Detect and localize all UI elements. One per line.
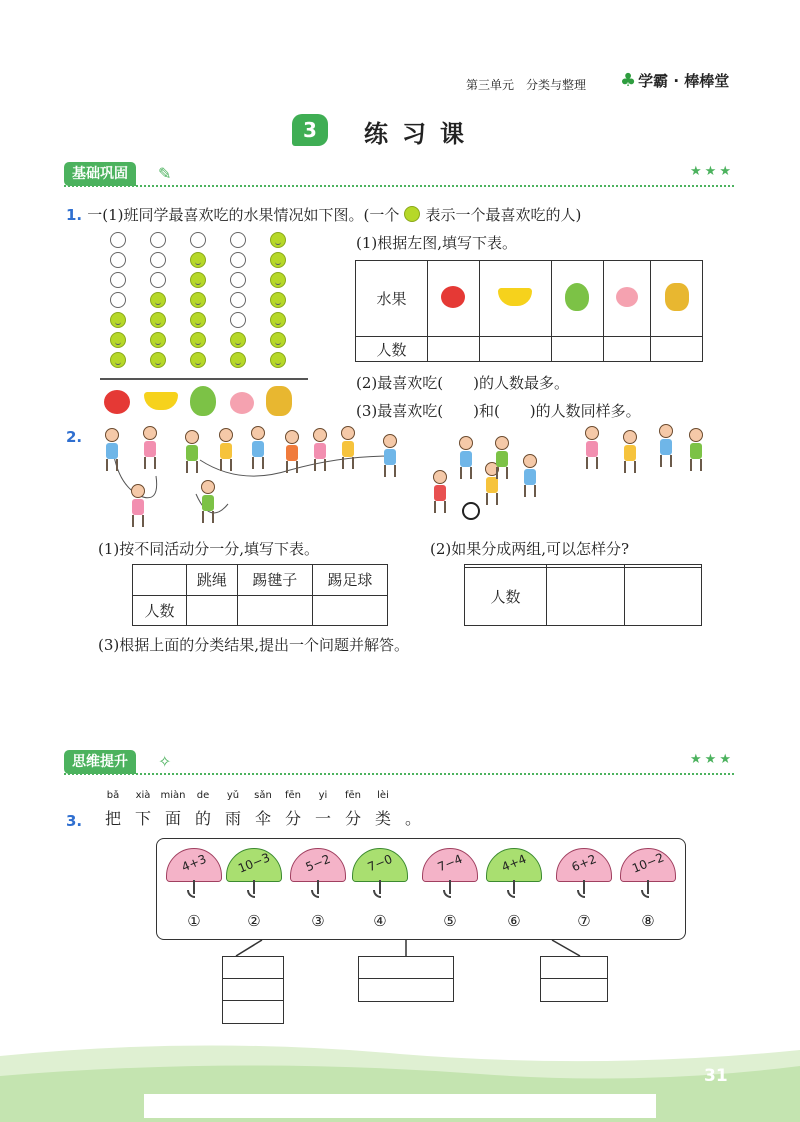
child-figure [250, 426, 266, 469]
umbrella-expression: 6+2 [569, 851, 599, 875]
banana-icon [498, 288, 532, 306]
answer-cell[interactable] [552, 337, 604, 362]
smiley-icon [230, 332, 246, 348]
smiley-icon [150, 332, 166, 348]
answer-slot[interactable] [541, 957, 607, 979]
question-2-sub2: (2)如果分成两组,可以怎样分? [430, 540, 630, 558]
fruit-row [104, 386, 304, 418]
child-figure [218, 428, 234, 471]
hanzi: 分 [344, 809, 361, 828]
question-1-prompt [66, 204, 746, 225]
connector-lines [200, 938, 620, 958]
smiley-icon [110, 352, 126, 368]
pinyin: xià [135, 790, 151, 801]
brand-logo [620, 70, 729, 91]
empty-circle [150, 272, 166, 288]
page-number: 31 [704, 1066, 728, 1086]
answer-slot[interactable] [359, 957, 453, 979]
pencil-icon: ✎ [158, 164, 172, 183]
child-figure [622, 430, 638, 473]
row-label-count: 人数 [465, 567, 547, 625]
umbrella-number: ④ [373, 912, 387, 930]
smiley-icon [270, 332, 286, 348]
ruby-char [218, 790, 248, 829]
umbrella-expression: 7−0 [365, 851, 395, 875]
question-1-sub1: (1)根据左图,填写下表。 [356, 234, 518, 252]
child-figure [522, 454, 538, 497]
lesson-title: 练习课 [364, 120, 478, 148]
section-divider [64, 773, 734, 775]
question-2-sub1: (1)按不同活动分一分,填写下表。 [98, 540, 320, 558]
fruit-cell-pineapple [651, 261, 703, 337]
question-number: 1. [66, 206, 83, 224]
row-label-fruit: 水果 [356, 261, 428, 337]
smiley-icon [150, 312, 166, 328]
ruby-char [158, 790, 188, 829]
shuttlecock-illustration [578, 420, 718, 484]
umbrella-expression: 10−3 [236, 850, 272, 876]
umbrella-hook [507, 890, 515, 898]
pinyin: bǎ [106, 790, 120, 801]
pear-icon [565, 283, 589, 311]
child-figure [658, 424, 674, 467]
hanzi: 下 [134, 809, 151, 828]
smiley-icon [270, 292, 286, 308]
umbrella-expression: 4+3 [179, 851, 209, 875]
soccer-illustration [428, 436, 558, 528]
answer-slot[interactable] [359, 979, 453, 1000]
smiley-icon [190, 272, 206, 288]
peach-icon [230, 392, 254, 414]
child-figure [688, 428, 704, 471]
ruby-char [368, 790, 398, 829]
apple-icon [104, 390, 130, 414]
ruby-char [188, 790, 218, 829]
child-figure [104, 428, 120, 471]
fruit-count-table [355, 260, 703, 362]
row-label-count: 人数 [356, 337, 428, 362]
answer-slot[interactable] [223, 957, 283, 979]
row-label-count: 人数 [133, 595, 187, 626]
answer-box-group-1 [222, 956, 284, 1024]
child-figure [458, 436, 474, 479]
smiley-icon [110, 312, 126, 328]
umbrella-3[interactable] [290, 848, 346, 898]
answer-cell[interactable] [651, 337, 703, 362]
grid-baseline [100, 378, 308, 380]
umbrella-expression: 4+4 [499, 851, 529, 875]
umbrella-5[interactable] [422, 848, 478, 898]
question-3-number: 3. [66, 812, 83, 830]
hanzi: 伞 [254, 809, 271, 828]
pinyin: fēn [344, 790, 361, 801]
smiley-icon [190, 252, 206, 268]
umbrella-hook [577, 890, 585, 898]
umbrella-number: ⑧ [641, 912, 655, 930]
pinyin: fēn [284, 790, 301, 801]
footer-blank-strip [144, 1094, 656, 1118]
jump-rope-illustration [100, 426, 410, 531]
umbrella-7[interactable] [556, 848, 612, 898]
grad-cap-icon: ♣ [620, 70, 637, 91]
two-group-table [464, 564, 702, 626]
empty-circle [230, 232, 246, 248]
question-2-sub3: (3)根据上面的分类结果,提出一个问题并解答。 [98, 636, 410, 654]
pinyin: yi [318, 790, 328, 801]
umbrella-hook [247, 890, 255, 898]
child-figure [382, 434, 398, 477]
smiley-icon [270, 252, 286, 268]
section-label: 思维提升 [64, 750, 136, 774]
hanzi: 类 [374, 809, 391, 828]
answer-cell[interactable] [603, 337, 651, 362]
ruby-char [398, 790, 428, 829]
empty-circle [110, 252, 126, 268]
pinyin [398, 790, 428, 806]
answer-cell[interactable] [547, 567, 625, 625]
question-2-number: 2. [66, 428, 83, 446]
umbrella-expression: 10−2 [630, 850, 666, 876]
header-cell-empty [133, 565, 187, 596]
fruit-cell-apple [428, 261, 480, 337]
answer-cell[interactable] [479, 337, 551, 362]
child-figure [142, 426, 158, 469]
ruby-char [308, 790, 338, 829]
banana-icon [144, 392, 178, 410]
fruit-cell-banana [479, 261, 551, 337]
section-label: 基础巩固 [64, 162, 136, 186]
empty-circle [230, 292, 246, 308]
answer-slot[interactable] [223, 1001, 283, 1022]
hanzi: 雨 [224, 809, 241, 828]
hanzi: 分 [284, 809, 301, 828]
umbrella-1[interactable] [166, 848, 222, 898]
activity-count-table [132, 564, 388, 626]
ruby-char [338, 790, 368, 829]
question-text: 一(1)班同学最喜欢吃的水果情况如下图。(一个 [87, 206, 400, 224]
question-1-sub2: (2)最喜欢吃( )的人数最多。 [356, 374, 569, 392]
difficulty-stars: ★★★ [690, 752, 734, 767]
smiley-icon [270, 272, 286, 288]
child-figure [584, 426, 600, 469]
answer-box-group-2 [358, 956, 454, 1002]
answer-cell[interactable] [237, 595, 312, 626]
smiley-icon [190, 292, 206, 308]
header-cell-shuttlecock: 踢毽子 [237, 565, 312, 596]
smiley-icon [150, 292, 166, 308]
pinyin: miàn [160, 790, 186, 801]
umbrella-number: ③ [311, 912, 325, 930]
answer-cell[interactable] [312, 595, 387, 626]
empty-circle [150, 252, 166, 268]
umbrella-hook [187, 890, 195, 898]
pinyin: yǔ [226, 790, 240, 801]
answer-cell[interactable] [624, 567, 702, 625]
hanzi: 把 [104, 809, 121, 828]
umbrella-hook [641, 890, 649, 898]
question-3-text [98, 790, 428, 836]
ruby-char [98, 790, 128, 829]
child-figure [340, 426, 356, 469]
umbrella-number: ⑥ [507, 912, 521, 930]
umbrella-number: ② [247, 912, 261, 930]
pineapple-icon [266, 386, 292, 416]
umbrella-8[interactable] [620, 848, 676, 898]
umbrella-row [156, 838, 686, 940]
ruby-char [278, 790, 308, 829]
umbrella-hook [373, 890, 381, 898]
smiley-grid [100, 232, 310, 412]
pineapple-icon [665, 283, 689, 311]
smiley-icon [190, 312, 206, 328]
umbrella-number: ⑤ [443, 912, 457, 930]
child-figure [284, 430, 300, 473]
question-1-sub3: (3)最喜欢吃( )和( )的人数同样多。 [356, 402, 641, 420]
umbrella-4[interactable] [352, 848, 408, 898]
answer-box-group-3 [540, 956, 608, 1002]
smiley-icon [270, 352, 286, 368]
child-figure [200, 480, 216, 523]
pinyin: lèi [377, 790, 389, 801]
peach-icon [616, 287, 638, 307]
hanzi: 一 [314, 809, 331, 828]
empty-circle [110, 232, 126, 248]
umbrella-hook [443, 890, 451, 898]
section-basic-header [64, 162, 734, 188]
smiley-icon [190, 332, 206, 348]
empty-circle [230, 272, 246, 288]
answer-slot[interactable] [223, 979, 283, 1001]
smiley-icon [270, 312, 286, 328]
sparkle-icon: ✧ [158, 752, 172, 771]
apple-icon [441, 286, 465, 308]
section-divider [64, 185, 734, 187]
lesson-number-badge: 3 [292, 114, 328, 146]
answer-cell[interactable] [187, 595, 238, 626]
empty-circle [230, 252, 246, 268]
hanzi: 的 [194, 809, 211, 828]
hanzi: 。 [404, 809, 421, 828]
empty-circle [110, 292, 126, 308]
umbrella-expression: 5−2 [303, 851, 333, 875]
section-advanced-header [64, 750, 734, 776]
empty-circle [230, 312, 246, 328]
fruit-cell-pear [552, 261, 604, 337]
unit-title: 第三单元 分类与整理 [466, 78, 587, 92]
umbrella-hook [311, 890, 319, 898]
child-figure [494, 436, 510, 479]
header-cell-soccer: 踢足球 [312, 565, 387, 596]
empty-circle [190, 232, 206, 248]
child-figure [432, 470, 448, 513]
smiley-icon [404, 206, 420, 222]
hanzi: 面 [164, 809, 181, 828]
question-text-2: 表示一个最喜欢吃的人) [425, 206, 582, 224]
smiley-icon [110, 332, 126, 348]
ruby-char [248, 790, 278, 829]
brand-text: 学霸 · 棒棒堂 [638, 72, 730, 90]
ruby-char [128, 790, 158, 829]
empty-circle [110, 272, 126, 288]
soccer-ball-icon [462, 502, 480, 520]
child-figure [312, 428, 328, 471]
answer-cell[interactable] [428, 337, 480, 362]
smiley-icon [230, 352, 246, 368]
umbrella-number: ① [187, 912, 201, 930]
umbrella-6[interactable] [486, 848, 542, 898]
smiley-icon [190, 352, 206, 368]
pinyin: de [196, 790, 210, 801]
pinyin: sǎn [254, 790, 272, 801]
empty-circle [150, 232, 166, 248]
umbrella-2[interactable] [226, 848, 282, 898]
header-cell-jump-rope: 跳绳 [187, 565, 238, 596]
pear-icon [190, 386, 216, 416]
smiley-icon [150, 352, 166, 368]
answer-slot[interactable] [541, 979, 607, 1000]
difficulty-stars: ★★★ [690, 164, 734, 179]
smiley-icon [270, 232, 286, 248]
child-figure [130, 484, 146, 527]
child-figure [184, 430, 200, 473]
fruit-cell-peach [603, 261, 651, 337]
umbrella-number: ⑦ [577, 912, 591, 930]
umbrella-expression: 7−4 [435, 851, 465, 875]
